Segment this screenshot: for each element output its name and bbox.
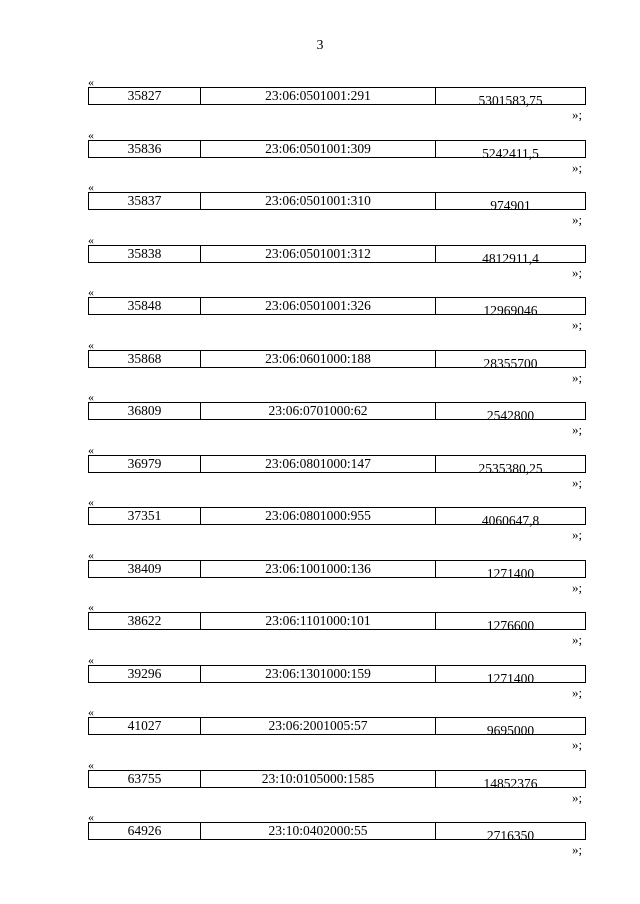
table-entry bbox=[0, 181, 640, 233]
value-cell: 5242411,5 bbox=[482, 145, 539, 161]
value-cell: 12969046 bbox=[483, 303, 538, 318]
closing-quote: »; bbox=[572, 842, 583, 857]
value-cell: 2542800 bbox=[486, 408, 535, 423]
closing-quote: »; bbox=[572, 317, 583, 332]
opening-quote: « bbox=[88, 180, 94, 194]
row-number-cell: 63755 bbox=[89, 771, 201, 787]
opening-quote: « bbox=[88, 757, 94, 772]
opening-quote: « bbox=[88, 547, 94, 562]
table-entry bbox=[0, 549, 640, 601]
table-row bbox=[88, 192, 586, 213]
table-row bbox=[88, 297, 586, 318]
closing-quote: »; bbox=[572, 212, 583, 227]
closing-quote: »; bbox=[572, 159, 583, 175]
table-entry bbox=[0, 654, 640, 706]
row-number-cell: 35836 bbox=[89, 141, 201, 157]
table-entry bbox=[0, 706, 640, 758]
cadastral-number-cell: 23:06:0801000:955 bbox=[201, 508, 436, 524]
value-cell: 14852376 bbox=[483, 775, 538, 791]
opening-quote: « bbox=[88, 810, 94, 824]
cadastral-number-cell: 23:06:0501001:291 bbox=[201, 88, 436, 104]
table-row bbox=[88, 350, 586, 371]
opening-quote: « bbox=[88, 600, 94, 614]
cadastral-number-cell: 23:06:0501001:312 bbox=[201, 246, 436, 262]
opening-quote: « bbox=[88, 285, 94, 299]
table-entry bbox=[0, 601, 640, 653]
closing-quote: »; bbox=[572, 474, 583, 490]
opening-quote: « bbox=[88, 652, 94, 667]
value-cell: 4812911,4 bbox=[482, 250, 539, 266]
closing-quote: »; bbox=[572, 789, 583, 805]
row-number-cell: 37351 bbox=[89, 508, 201, 524]
row-number-cell: 39296 bbox=[89, 666, 201, 682]
table-entry bbox=[0, 811, 640, 863]
value-cell: 5301583,75 bbox=[478, 93, 543, 108]
row-number-cell: 38622 bbox=[89, 613, 201, 629]
table-entry bbox=[0, 339, 640, 391]
closing-quote: »; bbox=[572, 737, 583, 752]
closing-quote: »; bbox=[572, 684, 583, 700]
value-cell: 2535380,25 bbox=[478, 460, 543, 476]
closing-quote: »; bbox=[572, 579, 583, 595]
table-row bbox=[88, 560, 586, 581]
row-number-cell: 36809 bbox=[89, 403, 201, 419]
row-number-cell: 35837 bbox=[89, 193, 201, 209]
table-row bbox=[88, 665, 586, 686]
cadastral-number-cell: 23:10:0105000:1585 bbox=[201, 771, 436, 787]
table-entry bbox=[0, 129, 640, 181]
row-number-cell: 36979 bbox=[89, 456, 201, 472]
value-cell: 2716350 bbox=[486, 828, 535, 843]
closing-quote: »; bbox=[572, 527, 583, 542]
table-row bbox=[88, 455, 586, 476]
value-cell: 9695000 bbox=[486, 723, 535, 738]
table-row bbox=[88, 140, 586, 161]
cadastral-number-cell: 23:06:1301000:159 bbox=[201, 666, 436, 682]
cadastral-number-cell: 23:06:0801000:147 bbox=[201, 456, 436, 472]
row-number-cell: 41027 bbox=[89, 718, 201, 734]
opening-quote: « bbox=[88, 390, 94, 404]
table-row bbox=[88, 507, 586, 528]
row-number-cell: 38409 bbox=[89, 561, 201, 577]
table-row bbox=[88, 87, 586, 108]
table-entry bbox=[0, 496, 640, 548]
opening-quote: « bbox=[88, 232, 94, 247]
cadastral-number-cell: 23:06:2001005:57 bbox=[201, 718, 436, 734]
value-cell: 4060647,8 bbox=[481, 513, 540, 528]
value-cell: 974901 bbox=[490, 198, 531, 213]
row-number-cell: 35827 bbox=[89, 88, 201, 104]
cadastral-number-cell: 23:06:1001000:136 bbox=[201, 561, 436, 577]
table-row bbox=[88, 245, 586, 266]
value-cell: 1276600 bbox=[486, 618, 535, 633]
closing-quote: »; bbox=[572, 632, 583, 647]
value-cell: 1271400 bbox=[486, 565, 535, 581]
table-entry bbox=[0, 286, 640, 338]
table-entry bbox=[0, 76, 640, 128]
cadastral-number-cell: 23:06:0701000:62 bbox=[201, 403, 436, 419]
closing-quote: »; bbox=[572, 422, 583, 437]
closing-quote: »; bbox=[572, 369, 583, 385]
table-row bbox=[88, 770, 586, 791]
opening-quote: « bbox=[88, 75, 94, 89]
cadastral-number-cell: 23:10:0402000:55 bbox=[201, 823, 436, 839]
row-number-cell: 35848 bbox=[89, 298, 201, 314]
table-entry bbox=[0, 759, 640, 811]
cadastral-number-cell: 23:06:0501001:326 bbox=[201, 298, 436, 314]
cadastral-number-cell: 23:06:0601000:188 bbox=[201, 351, 436, 367]
table-row bbox=[88, 612, 586, 633]
opening-quote: « bbox=[88, 705, 94, 719]
table-row bbox=[88, 717, 586, 738]
page-number: 3 bbox=[316, 38, 324, 53]
closing-quote: »; bbox=[572, 264, 583, 280]
opening-quote: « bbox=[88, 337, 94, 352]
cadastral-number-cell: 23:06:0501001:310 bbox=[201, 193, 436, 209]
table-row bbox=[88, 402, 586, 423]
table-entry bbox=[0, 391, 640, 443]
opening-quote: « bbox=[88, 495, 94, 509]
row-number-cell: 35868 bbox=[89, 351, 201, 367]
opening-quote: « bbox=[88, 442, 94, 457]
row-number-cell: 35838 bbox=[89, 246, 201, 262]
opening-quote: « bbox=[88, 127, 94, 142]
value-cell: 1271400 bbox=[486, 670, 535, 686]
table-entry bbox=[0, 444, 640, 496]
cadastral-number-cell: 23:06:0501001:309 bbox=[201, 141, 436, 157]
table-row bbox=[88, 822, 586, 843]
cadastral-number-cell: 23:06:1101000:101 bbox=[201, 613, 436, 629]
closing-quote: »; bbox=[572, 107, 583, 122]
table-entry bbox=[0, 234, 640, 286]
row-number-cell: 64926 bbox=[89, 823, 201, 839]
value-cell: 28355700 bbox=[483, 355, 538, 371]
